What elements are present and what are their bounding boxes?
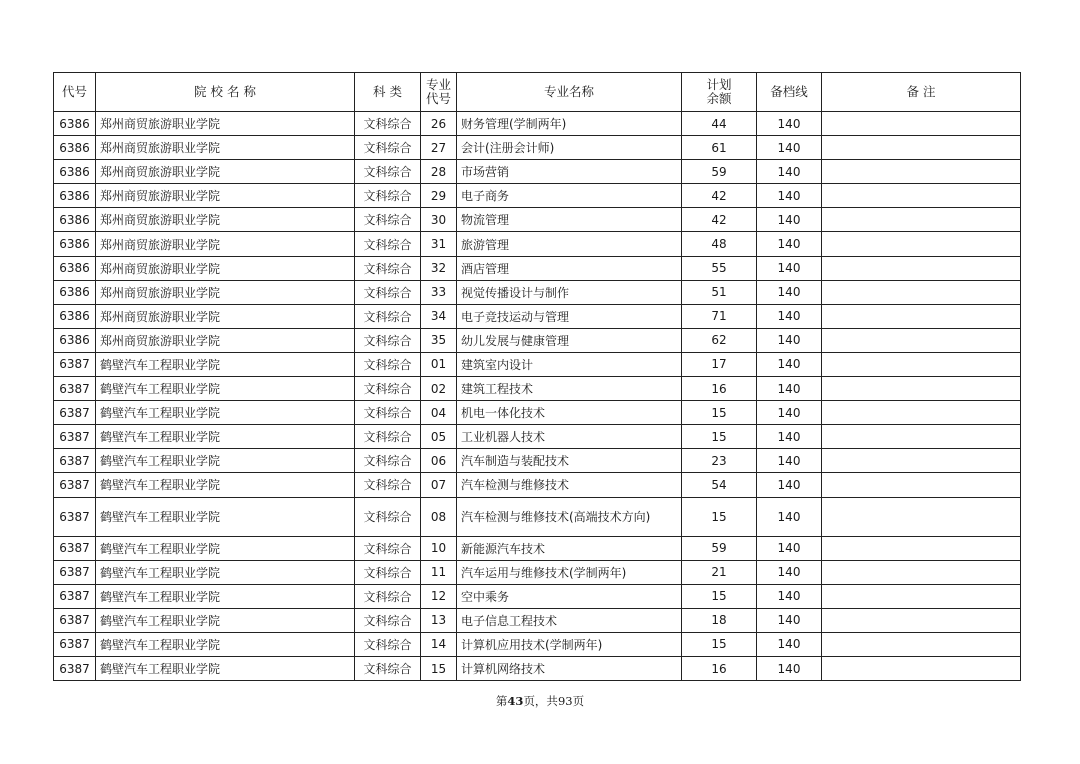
- cell-code: 6387: [54, 401, 96, 425]
- cell-major-code: 31: [421, 232, 457, 256]
- cell-category: 文科综合: [355, 112, 421, 136]
- table-row: [54, 377, 1021, 401]
- cell-score: 140: [757, 449, 822, 473]
- footer-middle: 页，共: [523, 694, 558, 708]
- cell-score: 140: [757, 184, 822, 208]
- cell-category: 文科综合: [355, 352, 421, 376]
- cell-score: 140: [757, 232, 822, 256]
- cell-category: 文科综合: [355, 401, 421, 425]
- cell-category: 文科综合: [355, 208, 421, 232]
- cell-major: 计算机网络技术: [457, 656, 682, 680]
- cell-note: [822, 497, 1021, 536]
- table-row: [54, 304, 1021, 328]
- cell-score: 140: [757, 112, 822, 136]
- cell-score: 140: [757, 401, 822, 425]
- cell-major: 新能源汽车技术: [457, 536, 682, 560]
- cell-major-code: 32: [421, 256, 457, 280]
- cell-score: 140: [757, 608, 822, 632]
- cell-major: 市场营销: [457, 160, 682, 184]
- cell-major-code: 35: [421, 328, 457, 352]
- table-row: [54, 449, 1021, 473]
- cell-major: 建筑室内设计: [457, 352, 682, 376]
- cell-code: 6386: [54, 184, 96, 208]
- cell-score: 140: [757, 425, 822, 449]
- table-row: [54, 425, 1021, 449]
- cell-category: 文科综合: [355, 136, 421, 160]
- cell-category: 文科综合: [355, 608, 421, 632]
- table-body: [54, 112, 1021, 681]
- cell-school: 鹤壁汽车工程职业学院: [96, 425, 355, 449]
- cell-category: 文科综合: [355, 160, 421, 184]
- cell-note: [822, 377, 1021, 401]
- footer-page-number: 43: [507, 694, 524, 708]
- cell-major: 工业机器人技术: [457, 425, 682, 449]
- cell-major-code: 28: [421, 160, 457, 184]
- cell-major-code: 12: [421, 584, 457, 608]
- cell-quota: 55: [682, 256, 757, 280]
- cell-category: 文科综合: [355, 232, 421, 256]
- cell-category: 文科综合: [355, 473, 421, 497]
- cell-score: 140: [757, 160, 822, 184]
- table-row: [54, 160, 1021, 184]
- cell-quota: 15: [682, 584, 757, 608]
- cell-category: 文科综合: [355, 304, 421, 328]
- cell-major: 电子信息工程技术: [457, 608, 682, 632]
- cell-school: 郑州商贸旅游职业学院: [96, 112, 355, 136]
- footer-prefix: 第: [495, 694, 508, 708]
- cell-major-code: 04: [421, 401, 457, 425]
- cell-school: 鹤壁汽车工程职业学院: [96, 473, 355, 497]
- cell-school: 郑州商贸旅游职业学院: [96, 160, 355, 184]
- cell-note: [822, 160, 1021, 184]
- table-row: [54, 401, 1021, 425]
- cell-major-code: 33: [421, 280, 457, 304]
- cell-quota: 54: [682, 473, 757, 497]
- cell-score: 140: [757, 536, 822, 560]
- cell-note: [822, 136, 1021, 160]
- cell-major-code: 05: [421, 425, 457, 449]
- cell-note: [822, 584, 1021, 608]
- table-row: [54, 256, 1021, 280]
- cell-major-code: 08: [421, 497, 457, 536]
- cell-school: 鹤壁汽车工程职业学院: [96, 608, 355, 632]
- table-row: [54, 208, 1021, 232]
- cell-note: [822, 656, 1021, 680]
- header-note: 备 注: [822, 73, 1021, 112]
- cell-major: 财务管理(学制两年): [457, 112, 682, 136]
- header-major-code: 专业 代号: [421, 73, 457, 112]
- cell-score: 140: [757, 473, 822, 497]
- cell-category: 文科综合: [355, 425, 421, 449]
- cell-major: 汽车检测与维修技术: [457, 473, 682, 497]
- cell-code: 6387: [54, 560, 96, 584]
- cell-quota: 42: [682, 208, 757, 232]
- cell-major-code: 26: [421, 112, 457, 136]
- cell-major: 幼儿发展与健康管理: [457, 328, 682, 352]
- cell-major-code: 14: [421, 632, 457, 656]
- cell-major: 建筑工程技术: [457, 377, 682, 401]
- cell-school: 郑州商贸旅游职业学院: [96, 304, 355, 328]
- cell-major-code: 27: [421, 136, 457, 160]
- cell-major: 汽车运用与维修技术(学制两年): [457, 560, 682, 584]
- cell-code: 6387: [54, 584, 96, 608]
- cell-school: 郑州商贸旅游职业学院: [96, 256, 355, 280]
- cell-category: 文科综合: [355, 497, 421, 536]
- cell-school: 郑州商贸旅游职业学院: [96, 208, 355, 232]
- cell-note: [822, 256, 1021, 280]
- cell-major-code: 10: [421, 536, 457, 560]
- cell-note: [822, 560, 1021, 584]
- cell-school: 鹤壁汽车工程职业学院: [96, 560, 355, 584]
- cell-code: 6386: [54, 280, 96, 304]
- cell-quota: 48: [682, 232, 757, 256]
- cell-school: 鹤壁汽车工程职业学院: [96, 352, 355, 376]
- cell-major-code: 01: [421, 352, 457, 376]
- footer-total-pages: 93: [557, 694, 573, 708]
- cell-school: 鹤壁汽车工程职业学院: [96, 377, 355, 401]
- cell-score: 140: [757, 352, 822, 376]
- cell-code: 6386: [54, 112, 96, 136]
- cell-quota: 16: [682, 377, 757, 401]
- cell-major: 酒店管理: [457, 256, 682, 280]
- cell-quota: 23: [682, 449, 757, 473]
- cell-score: 140: [757, 560, 822, 584]
- table-row: [54, 497, 1021, 536]
- table-row: [54, 280, 1021, 304]
- cell-major-code: 06: [421, 449, 457, 473]
- cell-quota: 42: [682, 184, 757, 208]
- cell-major: 空中乘务: [457, 584, 682, 608]
- cell-note: [822, 208, 1021, 232]
- cell-category: 文科综合: [355, 377, 421, 401]
- table-row: [54, 232, 1021, 256]
- cell-school: 郑州商贸旅游职业学院: [96, 136, 355, 160]
- cell-major-code: 11: [421, 560, 457, 584]
- cell-code: 6387: [54, 352, 96, 376]
- cell-category: 文科综合: [355, 328, 421, 352]
- cell-major: 电子竞技运动与管理: [457, 304, 682, 328]
- cell-code: 6386: [54, 232, 96, 256]
- cell-category: 文科综合: [355, 536, 421, 560]
- page-footer: [0, 693, 1080, 709]
- cell-code: 6387: [54, 473, 96, 497]
- cell-note: [822, 112, 1021, 136]
- table-row: [54, 584, 1021, 608]
- cell-code: 6386: [54, 304, 96, 328]
- cell-school: 郑州商贸旅游职业学院: [96, 280, 355, 304]
- cell-code: 6387: [54, 608, 96, 632]
- cell-note: [822, 473, 1021, 497]
- cell-major: 物流管理: [457, 208, 682, 232]
- cell-code: 6387: [54, 449, 96, 473]
- cell-category: 文科综合: [355, 584, 421, 608]
- cell-major-code: 13: [421, 608, 457, 632]
- cell-code: 6387: [54, 425, 96, 449]
- cell-school: 鹤壁汽车工程职业学院: [96, 632, 355, 656]
- cell-school: 鹤壁汽车工程职业学院: [96, 536, 355, 560]
- table-row: [54, 656, 1021, 680]
- table-row: [54, 608, 1021, 632]
- cell-school: 鹤壁汽车工程职业学院: [96, 656, 355, 680]
- cell-note: [822, 304, 1021, 328]
- table-row: [54, 560, 1021, 584]
- cell-code: 6387: [54, 497, 96, 536]
- cell-note: [822, 632, 1021, 656]
- cell-quota: 44: [682, 112, 757, 136]
- cell-code: 6387: [54, 377, 96, 401]
- cell-score: 140: [757, 377, 822, 401]
- cell-code: 6386: [54, 328, 96, 352]
- cell-code: 6386: [54, 208, 96, 232]
- cell-score: 140: [757, 256, 822, 280]
- cell-quota: 15: [682, 497, 757, 536]
- cell-major-code: 30: [421, 208, 457, 232]
- cell-score: 140: [757, 328, 822, 352]
- cell-major: 旅游管理: [457, 232, 682, 256]
- cell-category: 文科综合: [355, 280, 421, 304]
- cell-code: 6386: [54, 256, 96, 280]
- cell-note: [822, 401, 1021, 425]
- cell-note: [822, 449, 1021, 473]
- header-row: [54, 73, 1021, 112]
- header-school: 院 校 名 称: [96, 73, 355, 112]
- cell-category: 文科综合: [355, 656, 421, 680]
- cell-school: 郑州商贸旅游职业学院: [96, 232, 355, 256]
- cell-score: 140: [757, 304, 822, 328]
- cell-category: 文科综合: [355, 256, 421, 280]
- admission-table: [53, 72, 1021, 681]
- cell-quota: 21: [682, 560, 757, 584]
- cell-major: 电子商务: [457, 184, 682, 208]
- cell-major: 汽车制造与装配技术: [457, 449, 682, 473]
- cell-school: 鹤壁汽车工程职业学院: [96, 401, 355, 425]
- cell-quota: 15: [682, 632, 757, 656]
- cell-major: 会计(注册会计师): [457, 136, 682, 160]
- table-row: [54, 473, 1021, 497]
- cell-category: 文科综合: [355, 184, 421, 208]
- cell-quota: 61: [682, 136, 757, 160]
- cell-quota: 59: [682, 536, 757, 560]
- cell-note: [822, 608, 1021, 632]
- cell-code: 6387: [54, 632, 96, 656]
- header-code: 代号: [54, 73, 96, 112]
- cell-code: 6386: [54, 160, 96, 184]
- footer-suffix: 页: [572, 694, 585, 708]
- cell-category: 文科综合: [355, 632, 421, 656]
- cell-major: 视觉传播设计与制作: [457, 280, 682, 304]
- cell-category: 文科综合: [355, 449, 421, 473]
- cell-school: 鹤壁汽车工程职业学院: [96, 497, 355, 536]
- cell-note: [822, 280, 1021, 304]
- cell-note: [822, 352, 1021, 376]
- header-category: 科 类: [355, 73, 421, 112]
- cell-code: 6386: [54, 136, 96, 160]
- cell-score: 140: [757, 632, 822, 656]
- cell-school: 鹤壁汽车工程职业学院: [96, 584, 355, 608]
- cell-code: 6387: [54, 536, 96, 560]
- cell-quota: 15: [682, 401, 757, 425]
- cell-quota: 15: [682, 425, 757, 449]
- cell-score: 140: [757, 280, 822, 304]
- table-row: [54, 136, 1021, 160]
- cell-score: 140: [757, 136, 822, 160]
- cell-major: 机电一体化技术: [457, 401, 682, 425]
- cell-score: 140: [757, 497, 822, 536]
- cell-school: 鹤壁汽车工程职业学院: [96, 449, 355, 473]
- table-row: [54, 112, 1021, 136]
- cell-quota: 17: [682, 352, 757, 376]
- table-row: [54, 184, 1021, 208]
- cell-major-code: 34: [421, 304, 457, 328]
- table-row: [54, 536, 1021, 560]
- table-row: [54, 352, 1021, 376]
- header-major: 专业名称: [457, 73, 682, 112]
- cell-note: [822, 425, 1021, 449]
- cell-note: [822, 536, 1021, 560]
- cell-score: 140: [757, 584, 822, 608]
- cell-quota: 18: [682, 608, 757, 632]
- cell-quota: 62: [682, 328, 757, 352]
- cell-major-code: 02: [421, 377, 457, 401]
- cell-school: 郑州商贸旅游职业学院: [96, 328, 355, 352]
- cell-major-code: 07: [421, 473, 457, 497]
- cell-quota: 51: [682, 280, 757, 304]
- cell-quota: 59: [682, 160, 757, 184]
- cell-major: 汽车检测与维修技术(高端技术方向): [457, 497, 682, 536]
- cell-major: 计算机应用技术(学制两年): [457, 632, 682, 656]
- cell-category: 文科综合: [355, 560, 421, 584]
- cell-quota: 71: [682, 304, 757, 328]
- cell-note: [822, 232, 1021, 256]
- cell-score: 140: [757, 208, 822, 232]
- header-score: 备档线: [757, 73, 822, 112]
- cell-code: 6387: [54, 656, 96, 680]
- cell-note: [822, 184, 1021, 208]
- cell-note: [822, 328, 1021, 352]
- cell-score: 140: [757, 656, 822, 680]
- cell-major-code: 29: [421, 184, 457, 208]
- table-row: [54, 632, 1021, 656]
- cell-major-code: 15: [421, 656, 457, 680]
- header-quota: 计划 余额: [682, 73, 757, 112]
- table-row: [54, 328, 1021, 352]
- cell-school: 郑州商贸旅游职业学院: [96, 184, 355, 208]
- cell-quota: 16: [682, 656, 757, 680]
